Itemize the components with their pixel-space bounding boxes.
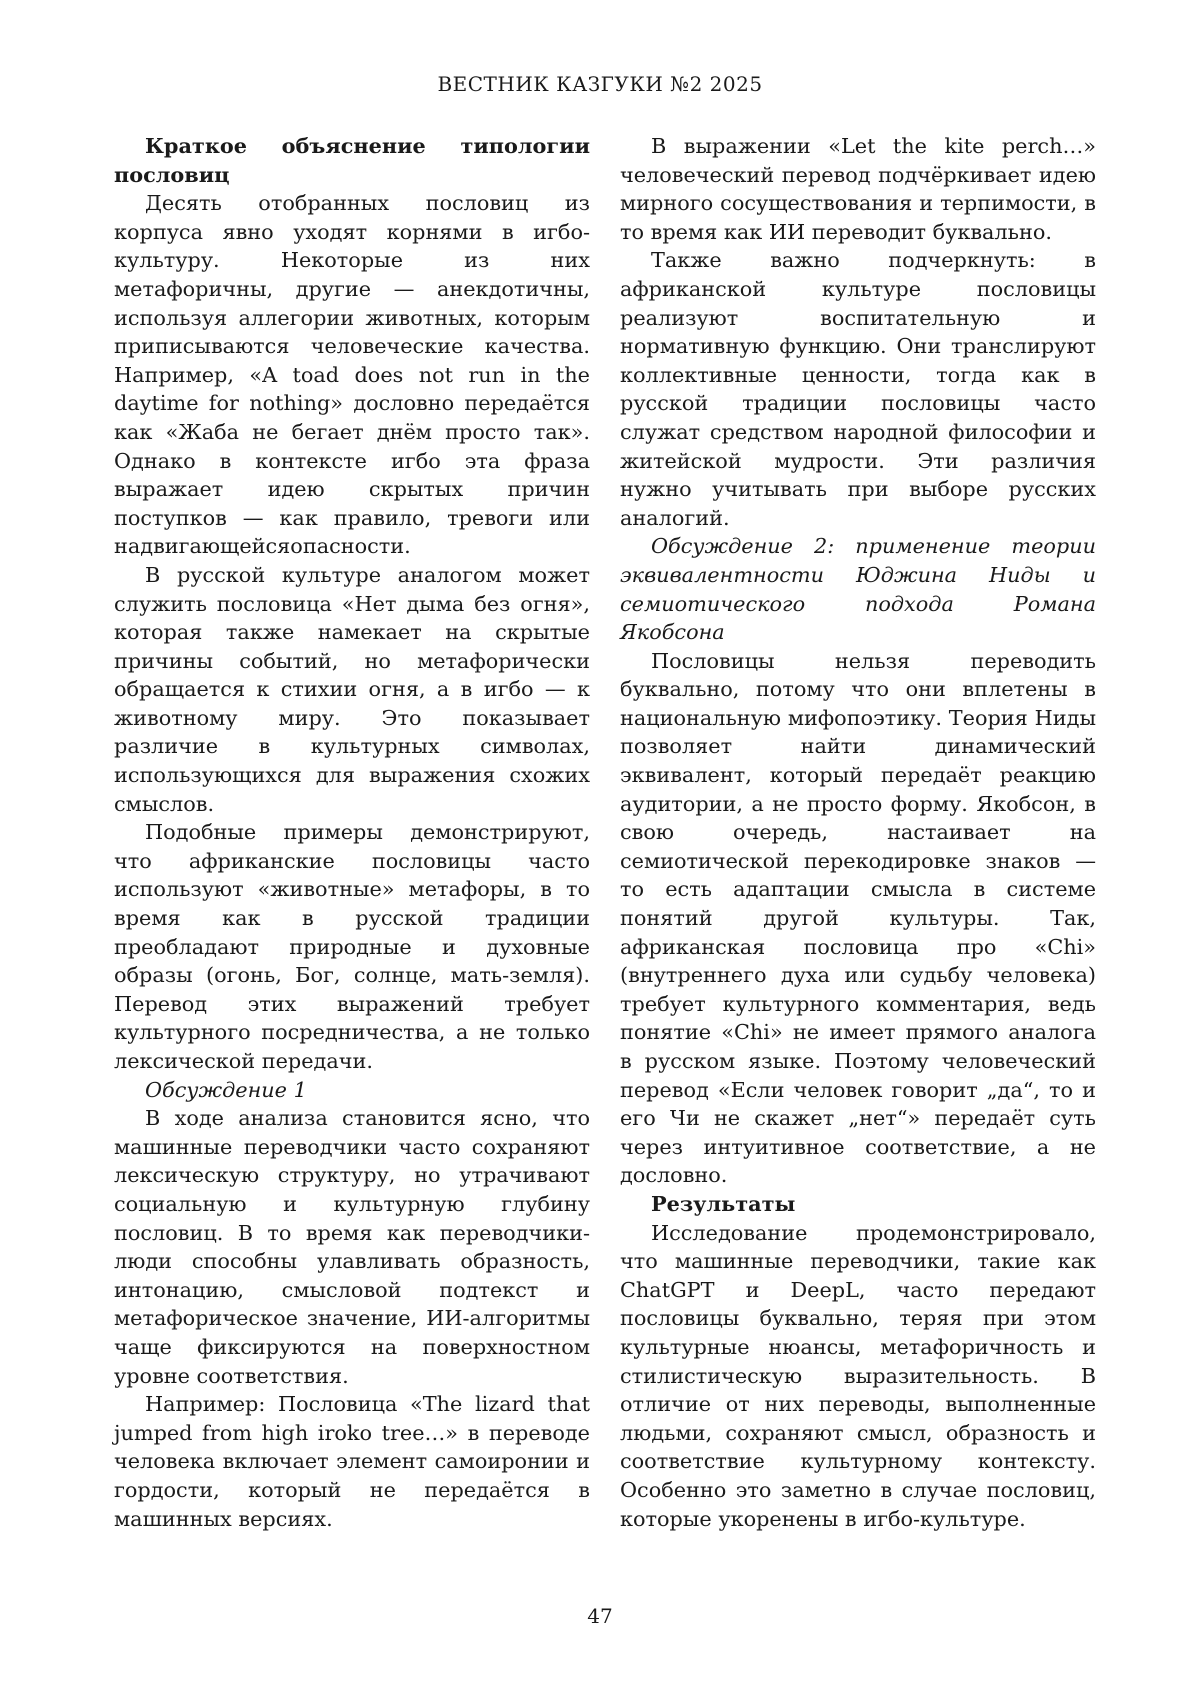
subheading-discussion-1: Обсуждение 1 <box>145 1077 307 1102</box>
paragraph: Пословицы нельзя переводить буквально, потому что они вплетены в национальную мифопоэтику. Теория Ниды позволяет найти динамический эквивалент, который передаёт реакцию аудитории, а не просто форму. Якобсон, в свою очередь, настаивает на семиотической перекодировке знаков — то есть адаптации смысла в системе понятий другой культуры. Так, африканская пословица про «Chi» (внутреннего духа или судьбу человека) требует культурного комментария, ведь понятие «Chi» не имеет прямого аналога в русском языке. Поэтому человеческий перевод «Если человек говорит „да“, то и его Чи не скажет „нет“» передаёт суть через интуитивное соответствие, а не дословно. <box>620 648 1096 1188</box>
paragraph: Подобные примеры демонстрируют, что африканские пословицы часто используют «животные» метафоры, в то время как в русской традиции преобладают природные и духовные образы (огонь, Бог, солнце, мать-земля). Перевод этих выражений требует культурного посредничества, а не только лексической передачи. <box>114 820 590 1073</box>
page-number: 47 <box>587 1604 613 1628</box>
paragraph: В русской культуре аналогом может служить пословица «Нет дыма без огня», которая также намекает на скрытые причины событий, но метафорически обращается к стихии огня, а в игбо — к животному миру. Это показывает различие в культурных символах, использующихся для выражения схожих смыслов. <box>114 562 590 816</box>
right-column <box>620 132 1096 1533</box>
paragraph: Например: Пословица «The lizard that jumped from high iroko tree…» в переводе человека включает элемент самоиронии и гордости, который не передаётся в машинных версиях. <box>114 1392 590 1531</box>
paragraph: В ходе анализа становится ясно, что машинные переводчики часто сохраняют лексическую структуру, но утрачивают социальную и культурную глубину пословиц. В то время как переводчики-люди способны улавливать образность, интонацию, смысловой подтекст и метафорическое значение, ИИ-алгоритмы чаще фиксируются на поверхностном уровне соответствия. <box>114 1106 590 1388</box>
section-heading-results: Результаты <box>651 1190 796 1216</box>
left-column <box>114 132 590 1533</box>
running-header: ВЕСТНИК КАЗГУКИ №2 2025 <box>437 72 763 96</box>
paragraph: Исследование продемонстрировало, что машинные переводчики, такие как ChatGPT и DeepL, часто передают пословицы буквально, теряя при этом культурные нюансы, метафоричность и стилистическую выразительность. В отличие от них переводы, выполненные людьми, сохраняют смысл, образность и соответствие культурному контексту. Особенно это заметно в случае пословиц, которые укоренены в игбо-культуре. <box>620 1220 1096 1531</box>
paragraph: Десять отобранных пословиц из корпуса явно уходят корнями в игбо-культуру. Некоторые из них метафоричны, другие — анекдотичны, используя аллегории животных, которым приписываются человеческие качества. Например, «A toad does not run in the daytime for nothing» дословно передаётся как «Жаба не бегает днём просто так». Однако в контексте игбо эта фраза выражает идею скрытых причин поступков — как правило, тревоги или надвигающейсяопасности. <box>114 191 590 559</box>
section-heading-typology: Краткое объяснение типологии пословиц <box>114 133 590 187</box>
subheading-discussion-2: Обсуждение 2: применение теории эквивалентности Юджина Ниды и семиотического подхода Романа Якобсона <box>620 534 1096 645</box>
paragraph: Также важно подчеркнуть: в африканской культуре пословицы реализуют воспитательную и нормативную функцию. Они транслируют коллективные ценности, тогда как в русской традиции пословицы часто служат средством народной философии и житейской мудрости. Эти различия нужно учитывать при выборе русских аналогий. <box>620 248 1096 530</box>
paragraph: В выражении «Let the kite perch…» человеческий перевод подчёркивает идею мирного сосуществования и терпимости, в то время как ИИ переводит буквально. <box>620 134 1096 244</box>
